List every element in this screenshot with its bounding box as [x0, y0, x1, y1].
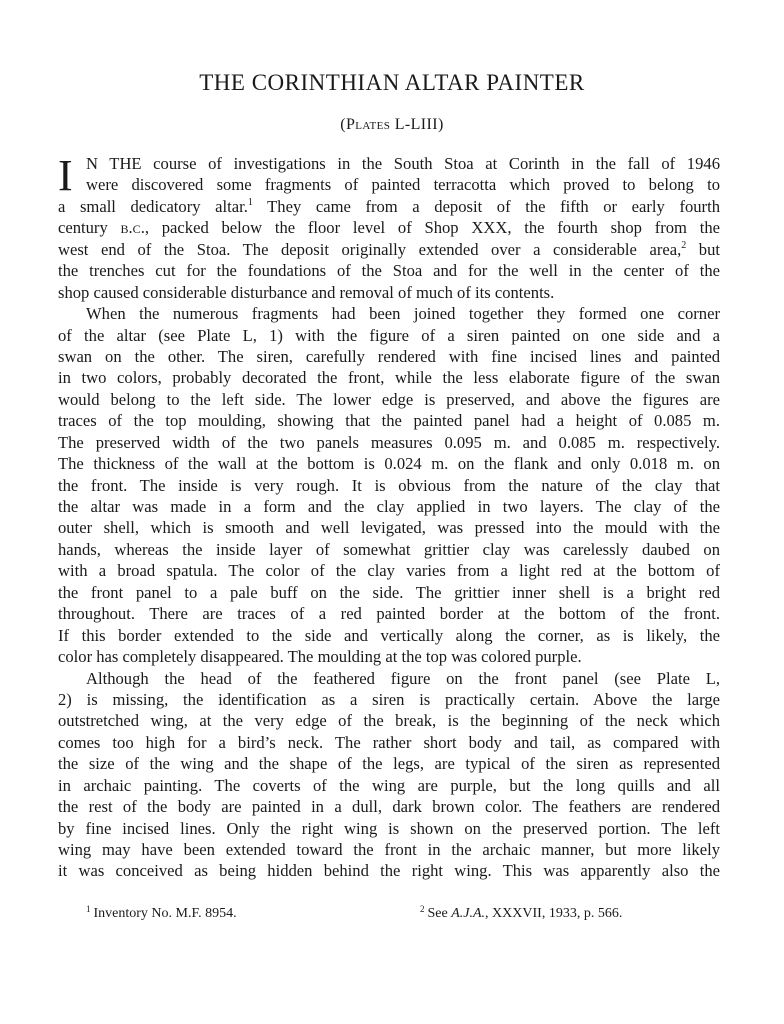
- text-line: throughout. There are traces of a red painted border at the bottom of the front.: [58, 604, 720, 624]
- text-line: traces of the top moulding, showing that the painted panel had a height of 0.085 m.: [58, 411, 720, 431]
- text-line: Although the head of the feathered figure on the front panel (see Plate L,: [86, 668, 720, 688]
- text-line: the size of the wing and the shape of the legs, are typical of the siren as represented: [58, 754, 720, 774]
- text-line: the front. The inside is very rough. It is obvious from the nature of the clay that: [58, 475, 720, 495]
- text-line: hands, whereas the inside layer of somewhat grittier clay was carelessly daubed on: [58, 539, 720, 559]
- text-line: comes too high for a bird’s neck. The rather short body and tail, as compared with: [58, 732, 720, 752]
- text-line: of the altar (see Plate L, 1) with the figure of a siren painted on one side and a: [58, 325, 720, 345]
- text-line: by fine incised lines. Only the right wing is shown on the preserved portion. The left: [58, 818, 720, 838]
- text-line: color has completely disappeared. The moulding at the top was colored purple.: [58, 647, 582, 667]
- text-line: west end of the Stoa. The deposit originally extended over a considerable area,$^2$ but: [58, 239, 721, 259]
- text-line: it was conceived as being hidden behind the right wing. This was apparently also the: [58, 861, 720, 881]
- text-line: N THE course of investigations in the South Stoa at Corinth in the fall of 1946: [86, 154, 720, 173]
- footnote-number: 2: [420, 904, 425, 914]
- footnote-1: [86, 906, 237, 922]
- text-line: outstretched wing, at the very edge of the break, is the beginning of the neck which: [58, 711, 720, 731]
- text-line: The thickness of the wall at the bottom is 0.024 m. on the flank and only 0.018 m. on: [58, 454, 720, 474]
- footnote-number: 1: [86, 904, 91, 914]
- article-body: [58, 153, 720, 882]
- paragraph-1: [58, 153, 720, 303]
- text-line: the rest of the body are painted in a dull, dark brown color. The feathers are rendered: [58, 797, 720, 817]
- text-line: When the numerous fragments had been joined together they formed one corner: [86, 304, 720, 324]
- article-title: THE CORINTHIAN ALTAR PAINTER: [199, 70, 585, 95]
- text-line: in two colors, probably decorated the front, while the less elaborate figure of the swan: [58, 368, 720, 388]
- journal-abbrev: A.J.A.: [451, 906, 486, 921]
- footnote-text: Inventory No. M.F. 8954.: [93, 906, 237, 921]
- text-line: the altar was made in a form and the clay applied in two layers. The clay of the: [58, 497, 720, 516]
- drop-cap: I: [58, 151, 73, 200]
- footnote-2: $^2$ See A.J.A., XXXVII, 1933, p. 566.: [420, 904, 623, 921]
- text-line: would belong to the left side. The lower edge is preserved, and above the figures are: [58, 389, 720, 409]
- text-line: outer shell, which is smooth and well levigated, was pressed into the mould with the: [58, 518, 720, 538]
- text-line: 2) is missing, the identification as a siren is practically certain. Above the large: [58, 689, 720, 709]
- text-line: shop caused considerable disturbance and removal of much of its contents.: [58, 282, 555, 302]
- text-line: swan on the other. The siren, carefully rendered with fine incised lines and painted: [58, 346, 720, 366]
- text-line: century b.c., packed below the floor level of Shop XXX, the fourth shop from the: [58, 218, 721, 238]
- text-line: The preserved width of the two panels measures 0.095 m. and 0.085 m. respectively.: [58, 432, 720, 452]
- text-line: If this border extended to the side and vertically along the corner, as is likely, the: [58, 625, 720, 645]
- text-line: the front panel to a pale buff on the side. The grittier inner shell is a bright red: [58, 582, 720, 602]
- text-line: with a broad spatula. The color of the clay varies from a light red at the bottom of: [58, 561, 720, 581]
- plates-reference: (Plates L-LIII): [340, 116, 444, 133]
- footnote-ref: 2: [681, 239, 687, 251]
- paragraph-2: [58, 303, 720, 667]
- text-line: were discovered some fragments of painted terracotta which proved to belong to: [86, 175, 720, 195]
- text-line: the trenches cut for the foundations of the Stoa and for the well in the center of the: [58, 261, 720, 281]
- paragraph-3: [58, 668, 720, 882]
- text-line: a small dedicatory altar.$^1$ They came from a deposit of the fifth or early fourth: [58, 196, 720, 216]
- text-line: wing may have been extended toward the front in the archaic manner, but more likely: [58, 840, 720, 859]
- text-line: in archaic painting. The coverts of the wing are purple, but the long quills and all: [58, 775, 720, 795]
- footnote-ref: 1: [247, 196, 253, 208]
